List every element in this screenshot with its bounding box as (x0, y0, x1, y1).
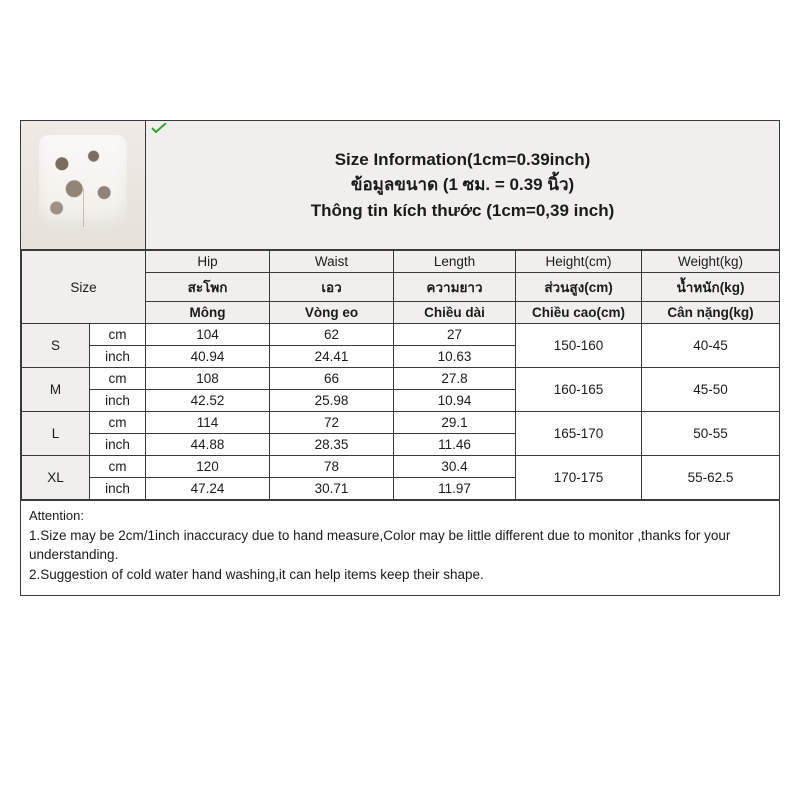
size-header-label: Size (22, 251, 146, 324)
row-unit-cm: cm (90, 324, 146, 346)
row-size-l: L (22, 412, 90, 456)
cell-l-cm-waist: 72 (270, 412, 394, 434)
row-size-xl: XL (22, 456, 90, 500)
cell-xl-weight: 55-62.5 (642, 456, 780, 500)
cell-xl-inch-length: 11.97 (394, 478, 516, 500)
check-icon (151, 123, 167, 133)
size-chart-container (20, 120, 780, 596)
cell-l-inch-length: 11.46 (394, 434, 516, 456)
row-unit-cm: cm (90, 412, 146, 434)
cell-l-cm-length: 29.1 (394, 412, 516, 434)
column-header-height-en: Height(cm) (516, 251, 642, 273)
cell-xl-cm-waist: 78 (270, 456, 394, 478)
cell-xl-inch-waist: 30.71 (270, 478, 394, 500)
cell-m-cm-length: 27.8 (394, 368, 516, 390)
cell-s-inch-waist: 24.41 (270, 346, 394, 368)
column-header-hip-th: สะโพก (146, 273, 270, 302)
table-row (22, 324, 780, 346)
title-line-en: Size Information(1cm=0.39inch) (334, 149, 591, 169)
product-shorts-shape (39, 135, 127, 231)
cell-m-weight: 45-50 (642, 368, 780, 412)
attention-line-1: 1.Size may be 2cm/1inch inaccuracy due to hand measure,Color may be little different due to monitor ,thanks for your understanding. (29, 527, 731, 563)
row-unit-inch: inch (90, 390, 146, 412)
column-header-waist-vi: Vòng eo (270, 302, 394, 324)
row-unit-inch: inch (90, 478, 146, 500)
table-row (22, 456, 780, 478)
cell-s-cm-waist: 62 (270, 324, 394, 346)
column-header-height-th: ส่วนสูง(cm) (516, 273, 642, 302)
row-unit-cm: cm (90, 368, 146, 390)
cell-xl-cm-length: 30.4 (394, 456, 516, 478)
row-unit-cm: cm (90, 456, 146, 478)
attention-line-2: 2.Suggestion of cold water hand washing,it can help items keep their shape. (29, 566, 484, 582)
column-header-length-vi: Chiều dài (394, 302, 516, 324)
cell-m-cm-hip: 108 (146, 368, 270, 390)
table-row (22, 368, 780, 390)
column-header-weight-th: น้ำหนัก(kg) (642, 273, 780, 302)
cell-l-weight: 50-55 (642, 412, 780, 456)
product-thumbnail-image (21, 121, 145, 249)
row-size-s: S (22, 324, 90, 368)
column-header-height-vi: Chiều cao(cm) (516, 302, 642, 324)
cell-s-weight: 40-45 (642, 324, 780, 368)
cell-s-inch-hip: 40.94 (146, 346, 270, 368)
cell-l-inch-waist: 28.35 (270, 434, 394, 456)
product-shorts-seam (83, 189, 84, 227)
table-row (22, 412, 780, 434)
cell-m-inch-hip: 42.52 (146, 390, 270, 412)
cell-m-inch-length: 10.94 (394, 390, 516, 412)
row-unit-inch: inch (90, 346, 146, 368)
size-table (21, 250, 780, 500)
chart-header (21, 121, 779, 250)
column-header-length-th: ความยาว (394, 273, 516, 302)
cell-s-cm-hip: 104 (146, 324, 270, 346)
column-header-weight-en: Weight(kg) (642, 251, 780, 273)
cell-xl-cm-hip: 120 (146, 456, 270, 478)
title-line-th: ข้อมูลขนาด (1 ซม. = 0.39 นิ้ว) (350, 175, 575, 195)
table-header-row-en (22, 251, 780, 273)
column-header-hip-vi: Mông (146, 302, 270, 324)
column-header-weight-vi: Cân nặng(kg) (642, 302, 780, 324)
cell-xl-height: 170-175 (516, 456, 642, 500)
chart-title-block (146, 121, 779, 249)
column-header-length-en: Length (394, 251, 516, 273)
row-size-m: M (22, 368, 90, 412)
title-line-vi: Thông tin kích thước (1cm=0,39 inch) (310, 200, 615, 220)
cell-xl-inch-hip: 47.24 (146, 478, 270, 500)
cell-m-cm-waist: 66 (270, 368, 394, 390)
cell-m-inch-waist: 25.98 (270, 390, 394, 412)
cell-s-height: 150-160 (516, 324, 642, 368)
product-thumbnail (21, 121, 146, 249)
cell-l-height: 165-170 (516, 412, 642, 456)
cell-s-cm-length: 27 (394, 324, 516, 346)
attention-note (21, 500, 779, 595)
cell-l-inch-hip: 44.88 (146, 434, 270, 456)
column-header-waist-th: เอว (270, 273, 394, 302)
cell-m-height: 160-165 (516, 368, 642, 412)
row-unit-inch: inch (90, 434, 146, 456)
cell-s-inch-length: 10.63 (394, 346, 516, 368)
attention-title: Attention: (29, 508, 84, 523)
column-header-hip-en: Hip (146, 251, 270, 273)
cell-l-cm-hip: 114 (146, 412, 270, 434)
column-header-waist-en: Waist (270, 251, 394, 273)
